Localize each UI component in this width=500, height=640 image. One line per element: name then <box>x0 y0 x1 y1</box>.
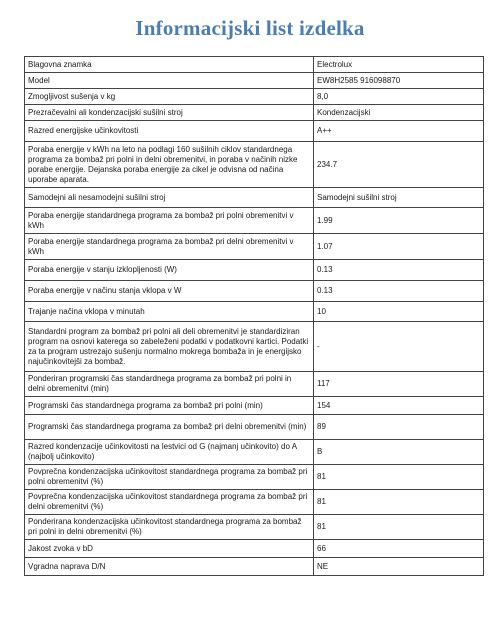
row-label: Model <box>25 73 314 89</box>
table-row <box>25 281 484 302</box>
row-value: A++ <box>314 121 484 142</box>
table-row <box>25 540 484 558</box>
row-value: 81 <box>314 465 484 490</box>
row-value: B <box>314 440 484 465</box>
row-label: Programski čas standardnega programa za bombaž pri delni obremenitvi (min) <box>25 415 314 440</box>
row-label: Vgradna naprava D/N <box>25 558 314 576</box>
table-row <box>25 322 484 372</box>
row-value: 10 <box>314 302 484 322</box>
row-label: Jakost zvoka v bD <box>25 540 314 558</box>
table-row <box>25 105 484 121</box>
row-value: 81 <box>314 515 484 540</box>
row-value: 117 <box>314 372 484 397</box>
row-label: Razred energijske učinkovitosti <box>25 121 314 142</box>
table-row <box>25 73 484 89</box>
row-value: EW8H2585 916098870 <box>314 73 484 89</box>
row-label: Samodejni ali nesamodejni sušilni stroj <box>25 188 314 208</box>
table-row <box>25 397 484 415</box>
table-row <box>25 490 484 515</box>
row-label: Zmogljivost sušenja v kg <box>25 89 314 105</box>
table-row <box>25 372 484 397</box>
table-row <box>25 558 484 576</box>
table-row <box>25 57 484 73</box>
row-label: Programski čas standardnega programa za bombaž pri polni (min) <box>25 397 314 415</box>
table-row <box>25 415 484 440</box>
table-row <box>25 465 484 490</box>
row-label: Poraba energije standardnega programa za bombaž pri delni obremenitvi v kWh <box>25 234 314 260</box>
row-value: 8,0 <box>314 89 484 105</box>
row-value: - <box>314 322 484 372</box>
table-row <box>25 208 484 234</box>
row-label: Ponderiran programski čas standardnega programa za bombaž pri polni in delni obremenitvi (min) <box>25 372 314 397</box>
product-info-table <box>24 56 484 576</box>
row-value: 1.99 <box>314 208 484 234</box>
row-label: Prezračevalni ali kondenzacijski sušilni stroj <box>25 105 314 121</box>
row-label: Poraba energije v stanju izklopljenosti (W) <box>25 260 314 281</box>
row-label: Trajanje načina vklopa v minutah <box>25 302 314 322</box>
row-value: 1.07 <box>314 234 484 260</box>
row-value: 81 <box>314 490 484 515</box>
row-value: 66 <box>314 540 484 558</box>
row-label: Razred kondenzacije učinkovitosti na lestvici od G (najmanj učinkovito) do A (najbolj učinkovito) <box>25 440 314 465</box>
row-label: Povprečna kondenzacijska učinkovitost standardnega programa za bombaž pri polni obremenitvi (%) <box>25 465 314 490</box>
row-label: Poraba energije standardnega programa za bombaž pri polni obremenitvi v kWh <box>25 208 314 234</box>
page-title: Informacijski list izdelka <box>135 16 365 40</box>
table-row <box>25 440 484 465</box>
row-value: Electrolux <box>314 57 484 73</box>
table-row <box>25 188 484 208</box>
row-label: Poraba energije v kWh na leto na podlagi 160 sušilnih ciklov standardnega programa za bombaž pri polni in delni obremenitvi, in poraba v načinih nizke porabe energije. Dejanska poraba energije za cikel je odvisna od načina uporabe aparata. <box>25 142 314 188</box>
row-value: 89 <box>314 415 484 440</box>
table-row <box>25 121 484 142</box>
row-label: Povprečna kondenzacijska učinkovitost standardnega programa za bombaž pri delni obremenitvi (%) <box>25 490 314 515</box>
table-row <box>25 260 484 281</box>
table-row <box>25 89 484 105</box>
row-value: Kondenzacijski <box>314 105 484 121</box>
row-value: 0.13 <box>314 260 484 281</box>
table-row <box>25 142 484 188</box>
row-label: Standardni program za bombaž pri polni ali deli obremenitvi je standardiziran program na osnovi katerega so zabeleženi podatki v podatkovni kartici. Podatki za ta program ustrezajo sušenju normalno mokrega bombaža in je energijsko najučinkovitejši za bombaž. <box>25 322 314 372</box>
row-value: NE <box>314 558 484 576</box>
row-value: 234.7 <box>314 142 484 188</box>
table-row <box>25 234 484 260</box>
table-row <box>25 302 484 322</box>
row-value: 0.13 <box>314 281 484 302</box>
row-label: Poraba energije v načinu stanja vklopa v W <box>25 281 314 302</box>
row-value: Samodejni sušilni stroj <box>314 188 484 208</box>
row-label: Ponderirana kondenzacijska učinkovitost standardnega programa za bombaž pri polni in delni obremenitvi (%) <box>25 515 314 540</box>
table-row <box>25 515 484 540</box>
row-value: 154 <box>314 397 484 415</box>
row-label: Blagovna znamka <box>25 57 314 73</box>
